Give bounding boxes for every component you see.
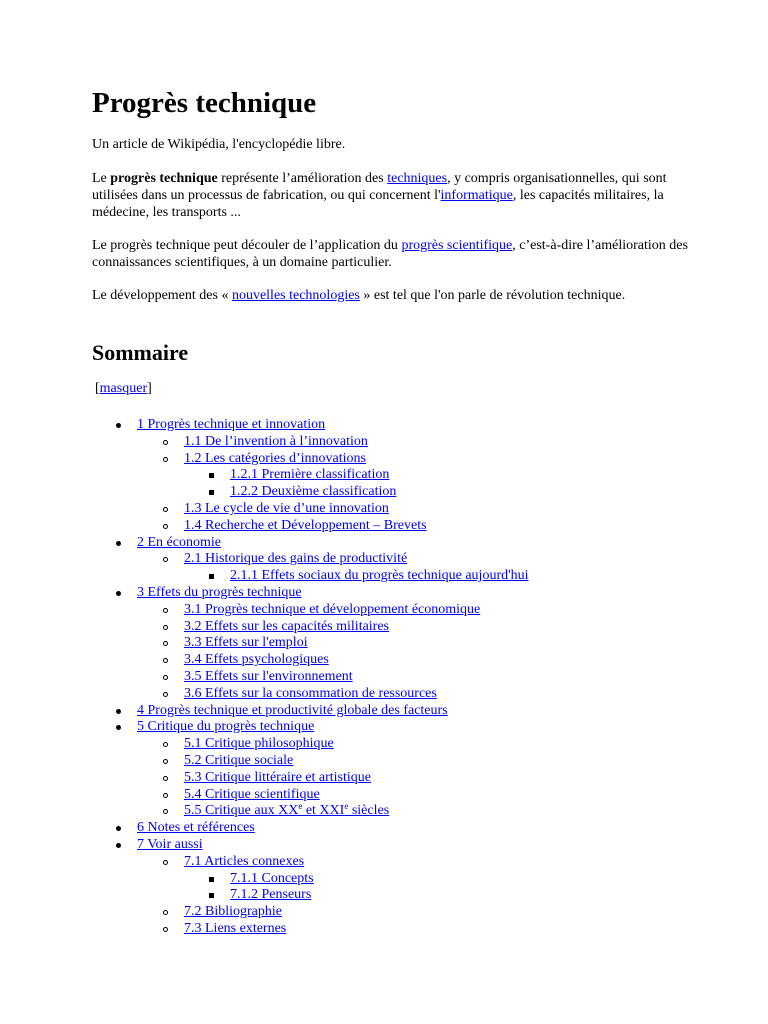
toc-item (184, 685, 437, 702)
toc-link[interactable]: 1.4 Recherche et Développement – Brevets (184, 517, 427, 533)
p2-text-1: Le progrès technique peut découler de l’application du (92, 238, 402, 253)
toc-bullet-icon (163, 524, 168, 529)
toc-item (137, 416, 325, 433)
toc-item (184, 433, 368, 450)
toc-item (137, 819, 255, 836)
p1-text-2: représente l’amélioration des (217, 171, 388, 186)
toc-link-superscript: e (298, 801, 303, 812)
toc-bullet-icon (163, 860, 168, 865)
toc-link[interactable] (184, 803, 389, 818)
toc-bullet-icon (163, 507, 168, 512)
toc-item (230, 870, 314, 887)
toc-item (184, 786, 320, 803)
toc-item (137, 836, 203, 853)
toc-link[interactable]: 5 Critique du progrès technique (137, 719, 315, 735)
toc-link[interactable]: 3 Effets du progrès technique (137, 585, 302, 600)
toc-bullet-icon (116, 541, 121, 546)
toc-bullet-icon (116, 423, 121, 428)
toc-bullet-icon (116, 826, 121, 831)
toc-toggle-link[interactable]: masquer (99, 381, 148, 396)
toc-bullet-icon (163, 557, 168, 562)
toc-link[interactable]: 7 Voir aussi (137, 837, 203, 852)
toc-bullet-icon (116, 591, 121, 596)
toc-bullet-icon (116, 725, 121, 730)
toc-bullet-icon (209, 877, 214, 882)
toc-toggle (95, 380, 152, 397)
toc-item (137, 584, 302, 601)
p1-text-4: , les capacités militaires, la médecine, les transports ... (92, 187, 664, 220)
toc-item (137, 718, 314, 735)
toc-link-text: siècles (348, 803, 390, 819)
p1-bold-term: progrès technique (110, 171, 218, 186)
toc-item (184, 618, 389, 635)
toc-bullet-icon (163, 809, 168, 814)
toc-bullet-icon (163, 910, 168, 915)
toc-link[interactable]: 1.2.2 Deuxième classification (230, 484, 397, 500)
toc-item (184, 550, 407, 567)
toc-bullet-icon (163, 742, 168, 747)
toc-link[interactable]: 1 Progrès technique et innovation (137, 417, 326, 432)
toc-link[interactable]: 1.2.1 Première classification (230, 467, 390, 483)
p3-text-1: Le développement des « (92, 288, 232, 303)
toc-bullet-icon (209, 574, 214, 579)
toc-bullet-icon (163, 793, 168, 798)
toc-link[interactable]: 5.2 Critique sociale (184, 753, 294, 768)
toc-bullet-icon (116, 843, 121, 848)
toc-item (184, 853, 304, 870)
toc-bullet-icon (163, 759, 168, 764)
toc-link[interactable]: 3.2 Effets sur les capacités militaires (184, 618, 390, 634)
toc-link[interactable]: 2.1.1 Effets sociaux du progrès technique aujourd'hui (230, 568, 529, 584)
toc-item (184, 517, 427, 534)
toc-link[interactable]: 3.6 Effets sur la consommation de ressources (184, 685, 437, 701)
intro-paragraph-2 (92, 238, 692, 272)
toc-bullet-icon (163, 608, 168, 613)
toc-bullet-icon (163, 658, 168, 663)
link-progres-scientifique[interactable]: progrès scientifique (401, 238, 513, 253)
toc-bullet-icon (163, 457, 168, 462)
toc-item (184, 920, 286, 937)
toc-item (184, 668, 353, 685)
toc-link[interactable]: 2 En économie (137, 534, 221, 550)
p1-text-3: , y compris organisationnelles, qui sont utilisées dans un processus de fabrication, ou qui concernent l' (92, 171, 667, 203)
toc-bullet-icon (209, 893, 214, 898)
toc-item (184, 769, 371, 786)
toc-bullet-icon (163, 625, 168, 630)
toc-item (137, 534, 221, 551)
toc-item (184, 601, 480, 618)
toc-item (184, 634, 308, 651)
toc-bullet-icon (163, 440, 168, 445)
toc-item (230, 483, 396, 500)
p1-text-1: Le (92, 171, 111, 186)
toc-link[interactable]: 3.4 Effets psychologiques (184, 652, 329, 668)
toc-link-text: 5.5 Critique aux XX (184, 803, 299, 819)
toc-item (184, 903, 282, 920)
link-informatique[interactable]: informatique (440, 187, 513, 203)
toc-link[interactable]: 1.1 De l’invention à l’innovation (184, 433, 368, 449)
toc-item (184, 802, 389, 819)
toc-item (230, 466, 389, 483)
article-tagline: Un article de Wikipédia, l'encyclopédie libre. (92, 137, 346, 152)
toc-bullet-icon (163, 641, 168, 646)
toc-bullet-icon (209, 473, 214, 478)
toc-item (230, 567, 529, 584)
toc-item (184, 651, 329, 668)
toc-toggle-close-bracket: ] (147, 381, 152, 396)
toc-item (184, 450, 366, 467)
link-nouvelles-technologies[interactable]: nouvelles technologies (231, 288, 360, 303)
toc-link[interactable]: 7.1.2 Penseurs (230, 887, 312, 903)
toc-link[interactable]: 7.2 Bibliographie (184, 904, 282, 920)
toc-bullet-icon (209, 490, 214, 495)
toc-link[interactable]: 6 Notes et références (137, 820, 255, 836)
toc-link-superscript: e (344, 801, 349, 812)
toc-link[interactable]: 5.3 Critique littéraire et artistique (184, 769, 371, 785)
toc-item (137, 702, 448, 719)
toc-link[interactable]: 2.1 Historique des gains de productivité (184, 551, 408, 567)
intro-paragraph-3 (92, 288, 692, 305)
toc-link[interactable]: 5.1 Critique philosophique (184, 736, 334, 752)
toc-bullet-icon (163, 692, 168, 697)
p3-text-2: » est tel que l'on parle de révolution technique. (359, 288, 626, 303)
p2-text-2: , c’est-à-dire l’amélioration des connaissances scientifiques, à un domaine particulier. (92, 238, 688, 270)
toc-link[interactable]: 7.3 Liens externes (184, 921, 287, 936)
toc-toggle-open-bracket: [ (95, 381, 100, 396)
toc-link[interactable]: 5.4 Critique scientifique (184, 786, 320, 802)
toc-bullet-icon (163, 675, 168, 680)
toc-item (230, 886, 311, 903)
toc-title: Sommaire (92, 340, 189, 365)
toc-item (184, 735, 334, 752)
intro-paragraph-1 (92, 171, 692, 222)
toc-bullet-icon (163, 927, 168, 932)
toc-bullet-icon (163, 776, 168, 781)
toc-link[interactable]: 7.1.1 Concepts (230, 870, 314, 886)
page-title: Progrès technique (92, 87, 317, 119)
toc-link[interactable]: 1.2 Les catégories d’innovations (184, 450, 366, 466)
toc-link[interactable]: 3.5 Effets sur l'environnement (184, 669, 353, 684)
link-techniques[interactable]: techniques (387, 171, 448, 186)
toc-item (184, 752, 293, 769)
toc-link[interactable]: 3.1 Progrès technique et développement économique (184, 601, 481, 617)
toc-link[interactable]: 4 Progrès technique et productivité globale des facteurs (137, 702, 448, 718)
toc-link-text: et XXI (302, 803, 345, 819)
toc-link[interactable]: 1.3 Le cycle de vie d’une innovation (184, 501, 389, 516)
toc-link[interactable]: 7.1 Articles connexes (184, 853, 305, 869)
toc-bullet-icon (116, 709, 121, 714)
toc-link[interactable]: 3.3 Effets sur l'emploi (184, 635, 308, 651)
toc-item (184, 500, 389, 517)
